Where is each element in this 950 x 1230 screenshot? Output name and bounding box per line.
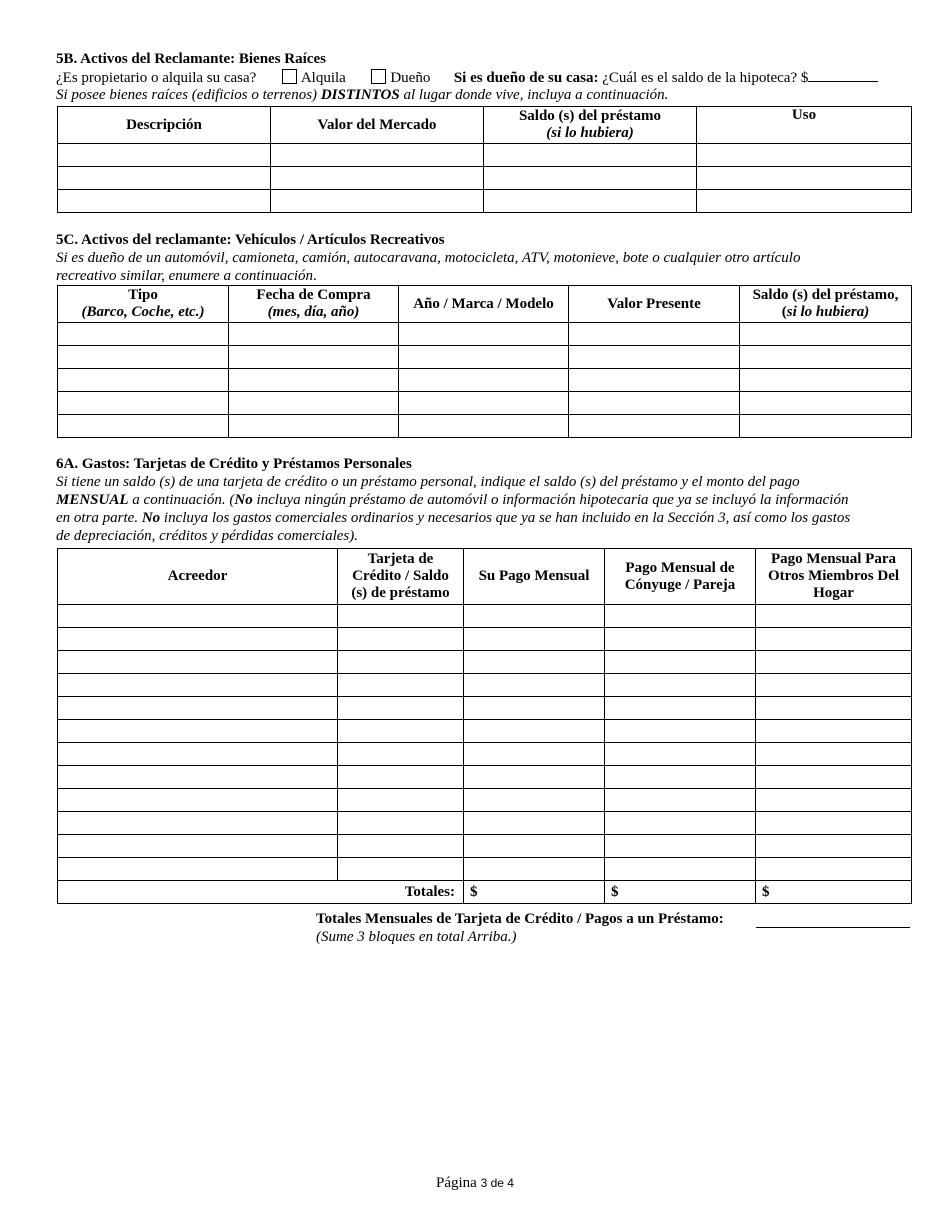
expenses-note-line2-b: incluya ningún préstamo de automóvil o información hipotecaria que ya se incluyó la información — [252, 492, 849, 508]
col-tarjeta-saldo-l2: Crédito / Saldo — [352, 568, 449, 584]
total-su-pago[interactable]: $ — [464, 881, 605, 904]
table-cell[interactable] — [569, 415, 740, 438]
table-row — [58, 651, 912, 674]
table-cell[interactable] — [756, 743, 912, 766]
table-cell[interactable] — [740, 369, 912, 392]
table-cell[interactable] — [338, 651, 464, 674]
table-cell[interactable] — [399, 415, 569, 438]
table-cell[interactable] — [58, 628, 338, 651]
section-6a-title: 6A. Gastos: Tarjetas de Crédito y Préstamos Personales — [56, 456, 412, 472]
table-cell[interactable] — [338, 697, 464, 720]
credit-loans-table — [57, 548, 912, 904]
table-cell[interactable] — [569, 392, 740, 415]
table-cell[interactable] — [464, 835, 605, 858]
col-acreedor: Acreedor — [58, 549, 338, 605]
real-estate-table — [57, 106, 912, 213]
page-count: 3 de 4 — [480, 1176, 514, 1190]
table-row — [58, 392, 912, 415]
vehicles-note-line2 — [56, 267, 317, 285]
col-ano-marca-modelo: Año / Marca / Modelo — [399, 286, 569, 323]
table-cell[interactable] — [605, 651, 756, 674]
table-cell[interactable] — [569, 369, 740, 392]
table-cell[interactable] — [338, 720, 464, 743]
table-row — [58, 628, 912, 651]
ownership-question: ¿Es propietario o alquila su casa? — [56, 70, 257, 86]
col-tarjeta-saldo — [338, 549, 464, 605]
table-cell[interactable] — [697, 190, 912, 213]
total-pago-otros[interactable]: $ — [756, 881, 912, 904]
table-row — [58, 720, 912, 743]
table-cell[interactable] — [399, 323, 569, 346]
table-cell[interactable] — [338, 858, 464, 881]
table-cell[interactable] — [58, 144, 271, 167]
col-valor-mercado: Valor del Mercado — [271, 107, 484, 144]
table-cell[interactable] — [399, 392, 569, 415]
expenses-note-line3 — [56, 509, 850, 527]
col-saldo-prestamo-vehiculo-sub: si lo hubiera) — [786, 304, 870, 320]
table-cell[interactable] — [756, 720, 912, 743]
table-cell[interactable] — [756, 697, 912, 720]
table-row — [58, 743, 912, 766]
expenses-note-line1: Si tiene un saldo (s) de una tarjeta de crédito o un préstamo personal, indique el saldo (s) del préstamo y el monto del pago — [56, 474, 800, 490]
own-checkbox[interactable] — [371, 69, 386, 84]
table-cell[interactable] — [484, 167, 697, 190]
real-estate-note-bold: DISTINTOS — [320, 87, 400, 103]
section-5c-title: 5C. Activos del reclamante: Vehículos / Artículos Recreativos — [56, 232, 445, 248]
col-pago-otros-l3: Hogar — [813, 585, 854, 601]
table-row — [58, 323, 912, 346]
table-cell[interactable] — [756, 812, 912, 835]
table-cell[interactable] — [229, 369, 399, 392]
table-cell[interactable] — [338, 789, 464, 812]
table-row — [58, 674, 912, 697]
table-cell[interactable] — [338, 766, 464, 789]
table-cell[interactable] — [756, 858, 912, 881]
mortgage-balance-field[interactable] — [808, 68, 878, 82]
col-tarjeta-saldo-l3: (s) de préstamo — [351, 585, 450, 601]
col-pago-otros-l2: Otros Miembros Del — [767, 568, 900, 584]
real-estate-note-post: al lugar donde vive, incluya a continuación. — [399, 87, 669, 103]
ownership-question-row — [56, 68, 878, 87]
table-cell[interactable] — [58, 190, 271, 213]
table-cell[interactable] — [464, 720, 605, 743]
table-row — [58, 766, 912, 789]
table-cell[interactable] — [605, 628, 756, 651]
vehicles-note-line2-text: recreativo similar, enumere a continuación — [56, 268, 314, 284]
table-cell[interactable] — [338, 743, 464, 766]
table-cell[interactable] — [756, 789, 912, 812]
table-cell[interactable] — [605, 674, 756, 697]
owner-bold-label: Si es dueño de su casa: — [453, 70, 599, 86]
table-cell[interactable] — [338, 812, 464, 835]
col-pago-otros — [756, 549, 912, 605]
col-uso: Uso — [697, 107, 912, 144]
col-saldo-prestamo-vehiculo-label: Saldo (s) del préstamo, — [752, 287, 899, 303]
table-cell[interactable] — [464, 651, 605, 674]
col-su-pago: Su Pago Mensual — [464, 549, 605, 605]
table-cell[interactable] — [605, 697, 756, 720]
table-cell[interactable] — [740, 392, 912, 415]
table-cell[interactable] — [229, 392, 399, 415]
table-cell[interactable] — [58, 346, 229, 369]
table-cell[interactable] — [58, 766, 338, 789]
table-cell[interactable] — [58, 789, 338, 812]
col-fecha-compra — [229, 286, 399, 323]
table-cell[interactable] — [58, 697, 338, 720]
table-cell[interactable] — [756, 628, 912, 651]
table-cell[interactable] — [58, 323, 229, 346]
totals-row — [58, 881, 912, 904]
table-cell[interactable] — [756, 674, 912, 697]
table-cell[interactable] — [484, 144, 697, 167]
table-row — [58, 858, 912, 881]
table-cell[interactable] — [464, 766, 605, 789]
table-cell[interactable] — [569, 346, 740, 369]
monthly-totals-label: Totales Mensuales de Tarjeta de Crédito / Pagos a un Préstamo: — [316, 911, 724, 927]
table-row — [58, 812, 912, 835]
table-cell[interactable] — [58, 369, 229, 392]
col-pago-otros-l1: Pago Mensual Para — [771, 551, 896, 567]
col-tarjeta-saldo-l1: Tarjeta de — [367, 551, 434, 567]
table-cell[interactable] — [58, 605, 338, 628]
table-cell[interactable] — [740, 415, 912, 438]
table-cell[interactable] — [605, 766, 756, 789]
table-cell[interactable] — [58, 720, 338, 743]
real-estate-note-pre: Si posee bienes raíces (edificios o terrenos) — [56, 87, 321, 103]
table-cell[interactable] — [464, 812, 605, 835]
table-cell[interactable] — [58, 743, 338, 766]
table-row — [58, 346, 912, 369]
expenses-note-line2 — [56, 491, 848, 509]
table-cell[interactable] — [605, 858, 756, 881]
vehicles-note-line2-end: . — [313, 268, 317, 284]
table-cell[interactable] — [605, 812, 756, 835]
table-cell[interactable] — [338, 628, 464, 651]
table-cell[interactable] — [58, 415, 229, 438]
rent-checkbox[interactable] — [282, 69, 297, 84]
table-cell[interactable] — [58, 674, 338, 697]
table-cell[interactable] — [338, 674, 464, 697]
col-saldo-prestamo-label: Saldo (s) del préstamo — [518, 108, 662, 124]
col-pago-conyuge-l2: Cónyuge / Pareja — [624, 576, 736, 593]
table-cell[interactable] — [271, 167, 484, 190]
col-descripcion: Descripción — [58, 107, 271, 144]
real-estate-note — [56, 86, 668, 104]
vehicles-note-line1: Si es dueño de un automóvil, camioneta, camión, autocaravana, motocicleta, ATV, motonieve, bote o cualquier otro artículo — [56, 250, 801, 266]
monthly-totals-field[interactable] — [756, 911, 910, 928]
col-valor-presente: Valor Presente — [569, 286, 740, 323]
own-label: Dueño — [390, 70, 431, 86]
rent-label: Alquila — [300, 70, 346, 86]
table-cell[interactable] — [756, 766, 912, 789]
table-cell[interactable] — [605, 720, 756, 743]
table-cell[interactable] — [756, 835, 912, 858]
table-cell[interactable] — [58, 858, 338, 881]
table-cell[interactable] — [569, 323, 740, 346]
table-cell[interactable] — [740, 346, 912, 369]
col-saldo-prestamo-sub: (si lo hubiera) — [546, 125, 634, 141]
table-cell[interactable] — [464, 697, 605, 720]
expenses-note-mensual: MENSUAL — [56, 492, 129, 508]
col-tipo-label: Tipo — [128, 287, 158, 303]
table-cell[interactable] — [58, 651, 338, 674]
col-fecha-compra-label: Fecha de Compra — [256, 287, 371, 303]
table-cell[interactable] — [229, 323, 399, 346]
col-fecha-compra-sub: (mes, día, año) — [267, 304, 360, 320]
table-cell[interactable] — [464, 858, 605, 881]
table-cell[interactable] — [756, 605, 912, 628]
table-row — [58, 144, 912, 167]
col-saldo-prestamo-vehiculo — [740, 286, 912, 323]
col-saldo-prestamo — [484, 107, 697, 144]
table-cell[interactable] — [58, 392, 229, 415]
table-cell[interactable] — [605, 605, 756, 628]
table-row — [58, 369, 912, 392]
section-5b-title: 5B. Activos del Reclamante: Bienes Raíces — [56, 51, 326, 67]
expenses-note-no2: No — [141, 510, 161, 526]
table-cell[interactable] — [58, 167, 271, 190]
table-cell[interactable] — [756, 651, 912, 674]
col-tipo — [58, 286, 229, 323]
expenses-note-line3-b: incluya los gastos comerciales ordinarios y necesarios que ya se han incluido en la Sección 3, así como los gastos — [160, 510, 851, 526]
table-cell[interactable] — [605, 743, 756, 766]
table-cell[interactable] — [338, 835, 464, 858]
table-cell[interactable] — [605, 835, 756, 858]
table-row — [58, 415, 912, 438]
page-label: Página — [436, 1175, 477, 1191]
total-pago-conyuge[interactable]: $ — [605, 881, 756, 904]
table-cell[interactable] — [464, 789, 605, 812]
table-cell[interactable] — [338, 605, 464, 628]
table-row — [58, 167, 912, 190]
table-row — [58, 697, 912, 720]
table-cell[interactable] — [399, 346, 569, 369]
table-cell[interactable] — [271, 144, 484, 167]
expenses-note-line2-a: a continuación. ( — [128, 492, 235, 508]
table-cell[interactable] — [271, 190, 484, 213]
table-cell[interactable] — [229, 415, 399, 438]
monthly-totals-note: (Sume 3 bloques en total Arriba.) — [316, 929, 517, 945]
totals-label: Totales: — [58, 881, 464, 904]
col-pago-conyuge — [605, 549, 756, 605]
expenses-note-line4: de depreciación, créditos y pérdidas comerciales). — [56, 528, 358, 544]
table-cell[interactable] — [464, 743, 605, 766]
table-row — [58, 605, 912, 628]
table-cell[interactable] — [58, 835, 338, 858]
table-cell[interactable] — [464, 628, 605, 651]
expenses-note-line3-a: en otra parte. — [56, 510, 142, 526]
table-cell[interactable] — [464, 674, 605, 697]
table-cell[interactable] — [58, 812, 338, 835]
table-row — [58, 835, 912, 858]
table-cell[interactable] — [697, 167, 912, 190]
table-cell[interactable] — [484, 190, 697, 213]
col-saldo-paren: ( — [781, 304, 787, 320]
table-cell[interactable] — [229, 346, 399, 369]
expenses-note-no1: No — [234, 492, 253, 508]
mortgage-question: ¿Cuál es el saldo de la hipoteca? $ — [602, 70, 809, 86]
table-row — [58, 190, 912, 213]
table-cell[interactable] — [740, 323, 912, 346]
col-tipo-sub: (Barco, Coche, etc.) — [81, 304, 205, 320]
col-pago-conyuge-l1: Pago Mensual de — [625, 559, 735, 576]
page-number — [0, 1174, 950, 1192]
table-cell[interactable] — [697, 144, 912, 167]
table-row — [58, 789, 912, 812]
table-cell[interactable] — [605, 789, 756, 812]
vehicles-table — [57, 285, 912, 438]
table-cell[interactable] — [399, 369, 569, 392]
table-cell[interactable] — [464, 605, 605, 628]
